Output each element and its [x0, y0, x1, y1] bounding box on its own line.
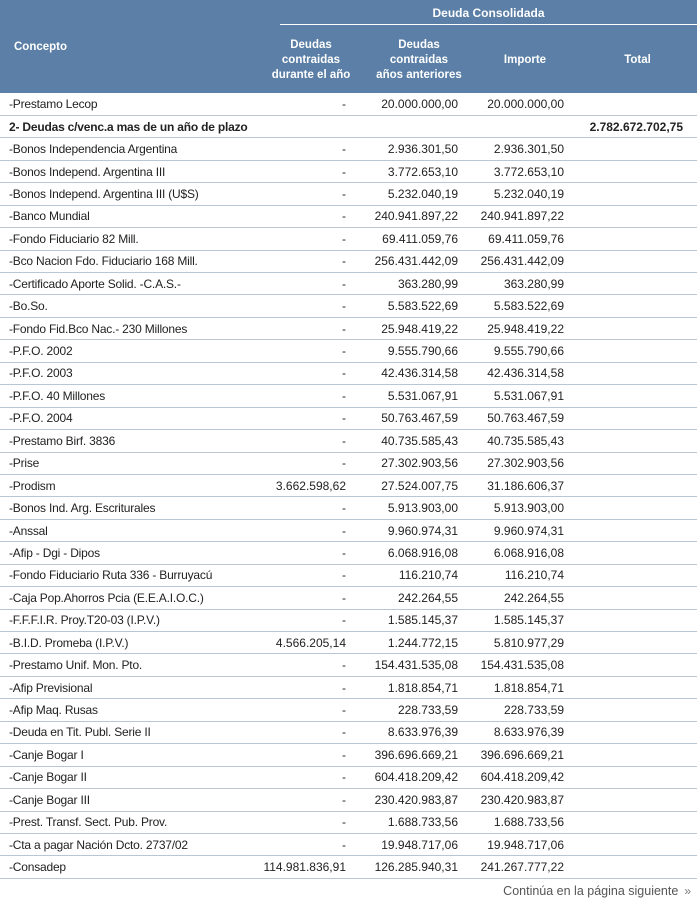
cell-anteriores: 6.068.916,08	[349, 542, 461, 564]
cell-importe: 5.810.977,29	[461, 632, 567, 654]
table-row	[0, 542, 697, 564]
cell-importe: 242.264,55	[461, 587, 567, 609]
cell-concepto: -Bonos Independencia Argentina	[0, 138, 256, 160]
cell-durante: -	[256, 228, 349, 250]
cell-total	[567, 699, 697, 721]
table-row	[0, 676, 697, 698]
table-row	[0, 587, 697, 609]
cell-total	[567, 654, 697, 676]
cell-anteriores: 27.302.903,56	[349, 452, 461, 474]
cell-anteriores: 116.210,74	[349, 564, 461, 586]
cell-anteriores: 1.688.733,56	[349, 811, 461, 833]
cell-durante: -	[256, 138, 349, 160]
cell-importe: 8.633.976,39	[461, 721, 567, 743]
cell-concepto: -Cta a pagar Nación Dcto. 2737/02	[0, 833, 256, 855]
cell-importe: 2.936.301,50	[461, 138, 567, 160]
cell-importe: 25.948.419,22	[461, 317, 567, 339]
table-row	[0, 654, 697, 676]
continue-note	[503, 884, 691, 898]
table-row	[0, 228, 697, 250]
header-importe: Importe	[503, 54, 547, 66]
cell-anteriores: 9.960.974,31	[349, 519, 461, 541]
cell-concepto: -Bonos Independ. Argentina III	[0, 160, 256, 182]
cell-total	[567, 273, 697, 295]
cell-concepto: -Canje Bogar III	[0, 789, 256, 811]
cell-total	[567, 452, 697, 474]
cell-anteriores: 240.941.897,22	[349, 205, 461, 227]
table-row	[0, 564, 697, 586]
cell-durante: -	[256, 766, 349, 788]
cell-total	[567, 542, 697, 564]
cell-concepto: -P.F.O. 40 Millones	[0, 385, 256, 407]
cell-durante: 114.981.836,91	[256, 856, 349, 878]
cell-importe: 116.210,74	[461, 564, 567, 586]
cell-total	[567, 160, 697, 182]
cell-anteriores: 1.585.145,37	[349, 609, 461, 631]
cell-importe: 228.733,59	[461, 699, 567, 721]
table-row	[0, 250, 697, 272]
cell-durante: -	[256, 833, 349, 855]
cell-total	[567, 138, 697, 160]
debt-table	[0, 93, 697, 879]
cell-total	[567, 609, 697, 631]
cell-durante: -	[256, 564, 349, 586]
cell-total	[567, 407, 697, 429]
cell-total	[567, 497, 697, 519]
cell-concepto: -Prestamo Lecop	[0, 93, 256, 115]
table-row	[0, 362, 697, 384]
table-row	[0, 295, 697, 317]
cell-durante	[256, 115, 349, 137]
cell-total	[567, 228, 697, 250]
cell-anteriores: 25.948.419,22	[349, 317, 461, 339]
cell-importe: 1.818.854,71	[461, 676, 567, 698]
cell-concepto: -Afip - Dgi - Dipos	[0, 542, 256, 564]
cell-importe: 256.431.442,09	[461, 250, 567, 272]
cell-total	[567, 564, 697, 586]
cell-importe	[461, 115, 567, 137]
cell-importe: 5.232.040,19	[461, 183, 567, 205]
table-row	[0, 183, 697, 205]
cell-concepto: -Afip Maq. Rusas	[0, 699, 256, 721]
cell-anteriores: 1.818.854,71	[349, 676, 461, 698]
cell-concepto: -Canje Bogar II	[0, 766, 256, 788]
cell-durante: -	[256, 676, 349, 698]
cell-total	[567, 721, 697, 743]
cell-importe: 396.696.669,21	[461, 744, 567, 766]
cell-importe: 154.431.535,08	[461, 654, 567, 676]
cell-importe: 363.280,99	[461, 273, 567, 295]
cell-importe: 5.531.067,91	[461, 385, 567, 407]
cell-concepto: -Bonos Ind. Arg. Escriturales	[0, 497, 256, 519]
cell-total	[567, 676, 697, 698]
cell-importe: 50.763.467,59	[461, 407, 567, 429]
cell-importe: 42.436.314,58	[461, 362, 567, 384]
table-row	[0, 699, 697, 721]
cell-anteriores: 2.936.301,50	[349, 138, 461, 160]
cell-anteriores: 3.772.653,10	[349, 160, 461, 182]
table-row	[0, 474, 697, 496]
table-row	[0, 273, 697, 295]
cell-anteriores: 154.431.535,08	[349, 654, 461, 676]
cell-total	[567, 317, 697, 339]
cell-durante: -	[256, 93, 349, 115]
cell-anteriores: 242.264,55	[349, 587, 461, 609]
table-row	[0, 811, 697, 833]
cell-anteriores: 126.285.940,31	[349, 856, 461, 878]
cell-anteriores	[349, 115, 461, 137]
cell-durante: -	[256, 362, 349, 384]
cell-concepto: -Afip Previsional	[0, 676, 256, 698]
cell-total	[567, 183, 697, 205]
cell-concepto: -Prest. Transf. Sect. Pub. Prov.	[0, 811, 256, 833]
cell-concepto: -Fondo Fiduciario 82 Mill.	[0, 228, 256, 250]
table-row	[0, 609, 697, 631]
cell-importe: 31.186.606,37	[461, 474, 567, 496]
header-anteriores-line: años anteriores	[376, 69, 462, 81]
cell-anteriores: 256.431.442,09	[349, 250, 461, 272]
cell-total	[567, 295, 697, 317]
cell-total	[567, 340, 697, 362]
cell-total	[567, 744, 697, 766]
cell-total	[567, 632, 697, 654]
cell-total	[567, 789, 697, 811]
cell-concepto: -Consadep	[0, 856, 256, 878]
cell-anteriores: 40.735.585,43	[349, 430, 461, 452]
cell-anteriores: 20.000.000,00	[349, 93, 461, 115]
cell-durante: -	[256, 744, 349, 766]
cell-anteriores: 5.531.067,91	[349, 385, 461, 407]
cell-concepto: -Prestamo Unif. Mon. Pto.	[0, 654, 256, 676]
cell-total	[567, 811, 697, 833]
header-durante-line: durante el año	[271, 69, 351, 81]
cell-concepto: -Deuda en Tit. Publ. Serie II	[0, 721, 256, 743]
cell-durante: -	[256, 183, 349, 205]
cell-anteriores: 42.436.314,58	[349, 362, 461, 384]
table-row	[0, 744, 697, 766]
table-row	[0, 93, 697, 115]
cell-concepto: -Prodism	[0, 474, 256, 496]
cell-total	[567, 205, 697, 227]
continue-text: Continúa en la página siguiente	[503, 884, 679, 898]
cell-concepto: -Fondo Fid.Bco Nac.- 230 Millones	[0, 317, 256, 339]
table-row	[0, 340, 697, 362]
table-row	[0, 138, 697, 160]
cell-importe: 604.418.209,42	[461, 766, 567, 788]
cell-anteriores: 19.948.717,06	[349, 833, 461, 855]
cell-importe: 241.267.777,22	[461, 856, 567, 878]
cell-importe: 230.420.983,87	[461, 789, 567, 811]
cell-durante: -	[256, 811, 349, 833]
cell-durante: -	[256, 407, 349, 429]
cell-anteriores: 228.733,59	[349, 699, 461, 721]
cell-total	[567, 474, 697, 496]
header-durante	[256, 38, 366, 83]
cell-anteriores: 69.411.059,76	[349, 228, 461, 250]
double-chevron-right-icon: »	[684, 884, 691, 898]
cell-anteriores: 230.420.983,87	[349, 789, 461, 811]
table-row	[0, 721, 697, 743]
cell-durante: -	[256, 317, 349, 339]
cell-concepto: -P.F.O. 2002	[0, 340, 256, 362]
cell-total	[567, 766, 697, 788]
cell-anteriores: 8.633.976,39	[349, 721, 461, 743]
cell-durante: -	[256, 385, 349, 407]
table-row	[0, 632, 697, 654]
cell-total	[567, 587, 697, 609]
header-anteriores-line: contraidas	[389, 54, 449, 66]
cell-durante: -	[256, 205, 349, 227]
cell-durante: -	[256, 340, 349, 362]
cell-durante: -	[256, 452, 349, 474]
cell-concepto: -Fondo Fiduciario Ruta 336 - Burruyacú	[0, 564, 256, 586]
cell-durante: 3.662.598,62	[256, 474, 349, 496]
cell-concepto: 2- Deudas c/venc.a mas de un año de plazo	[0, 115, 256, 137]
cell-total	[567, 93, 697, 115]
cell-total	[567, 430, 697, 452]
cell-total	[567, 856, 697, 878]
header-concepto: Concepto	[14, 41, 68, 53]
cell-durante: -	[256, 430, 349, 452]
cell-total	[567, 250, 697, 272]
cell-importe: 5.913.903,00	[461, 497, 567, 519]
cell-durante: -	[256, 587, 349, 609]
header-total: Total	[624, 54, 651, 66]
table-row	[0, 766, 697, 788]
cell-anteriores: 604.418.209,42	[349, 766, 461, 788]
table-row	[0, 430, 697, 452]
cell-concepto: -Caja Pop.Ahorros Pcia (E.E.A.I.O.C.)	[0, 587, 256, 609]
cell-importe: 240.941.897,22	[461, 205, 567, 227]
cell-importe: 1.585.145,37	[461, 609, 567, 631]
table-row	[0, 789, 697, 811]
table-row	[0, 856, 697, 878]
cell-anteriores: 1.244.772,15	[349, 632, 461, 654]
table-row	[0, 317, 697, 339]
cell-anteriores: 5.583.522,69	[349, 295, 461, 317]
cell-total: 2.782.672.702,75	[567, 115, 697, 137]
cell-anteriores: 27.524.007,75	[349, 474, 461, 496]
cell-concepto: -Canje Bogar I	[0, 744, 256, 766]
cell-importe: 9.960.974,31	[461, 519, 567, 541]
cell-durante: -	[256, 160, 349, 182]
cell-importe: 1.688.733,56	[461, 811, 567, 833]
cell-total	[567, 385, 697, 407]
table-row	[0, 452, 697, 474]
cell-concepto: -B.I.D. Promeba (I.P.V.)	[0, 632, 256, 654]
cell-concepto: -Prestamo Birf. 3836	[0, 430, 256, 452]
cell-durante: -	[256, 250, 349, 272]
cell-durante: -	[256, 721, 349, 743]
cell-concepto: -Bco Nacion Fdo. Fiduciario 168 Mill.	[0, 250, 256, 272]
group-title: Deuda Consolidada	[432, 6, 545, 20]
cell-total	[567, 519, 697, 541]
cell-importe: 19.948.717,06	[461, 833, 567, 855]
cell-importe: 27.302.903,56	[461, 452, 567, 474]
cell-importe: 40.735.585,43	[461, 430, 567, 452]
cell-importe: 3.772.653,10	[461, 160, 567, 182]
cell-anteriores: 9.555.790,66	[349, 340, 461, 362]
cell-total	[567, 833, 697, 855]
table-row	[0, 497, 697, 519]
cell-durante: -	[256, 789, 349, 811]
cell-durante: 4.566.205,14	[256, 632, 349, 654]
table-row	[0, 205, 697, 227]
cell-importe: 20.000.000,00	[461, 93, 567, 115]
cell-durante: -	[256, 273, 349, 295]
cell-durante: -	[256, 519, 349, 541]
cell-durante: -	[256, 295, 349, 317]
cell-anteriores: 5.913.903,00	[349, 497, 461, 519]
cell-importe: 6.068.916,08	[461, 542, 567, 564]
cell-durante: -	[256, 542, 349, 564]
header-durante-line: contraidas	[281, 54, 341, 66]
cell-concepto: -Banco Mundial	[0, 205, 256, 227]
cell-durante: -	[256, 497, 349, 519]
cell-durante: -	[256, 609, 349, 631]
cell-concepto: -P.F.O. 2004	[0, 407, 256, 429]
cell-anteriores: 396.696.669,21	[349, 744, 461, 766]
cell-concepto: -Certificado Aporte Solid. -C.A.S.-	[0, 273, 256, 295]
header-anteriores	[366, 38, 472, 83]
cell-concepto: -Bo.So.	[0, 295, 256, 317]
cell-importe: 5.583.522,69	[461, 295, 567, 317]
cell-concepto: -Anssal	[0, 519, 256, 541]
table-row	[0, 385, 697, 407]
cell-concepto: -Bonos Independ. Argentina III (U$S)	[0, 183, 256, 205]
table-row	[0, 407, 697, 429]
cell-anteriores: 50.763.467,59	[349, 407, 461, 429]
cell-concepto: -F.F.F.I.R. Proy.T20-03 (I.P.V.)	[0, 609, 256, 631]
table-header	[0, 0, 697, 93]
cell-concepto: -Prise	[0, 452, 256, 474]
header-anteriores-line: Deudas	[398, 39, 440, 51]
table-row	[0, 519, 697, 541]
cell-importe: 9.555.790,66	[461, 340, 567, 362]
cell-importe: 69.411.059,76	[461, 228, 567, 250]
table-row	[0, 160, 697, 182]
group-divider	[280, 24, 697, 25]
cell-durante: -	[256, 654, 349, 676]
cell-anteriores: 363.280,99	[349, 273, 461, 295]
cell-total	[567, 362, 697, 384]
cell-durante: -	[256, 699, 349, 721]
header-durante-line: Deudas	[290, 39, 332, 51]
cell-anteriores: 5.232.040,19	[349, 183, 461, 205]
cell-concepto: -P.F.O. 2003	[0, 362, 256, 384]
table-row	[0, 115, 697, 137]
table-row	[0, 833, 697, 855]
